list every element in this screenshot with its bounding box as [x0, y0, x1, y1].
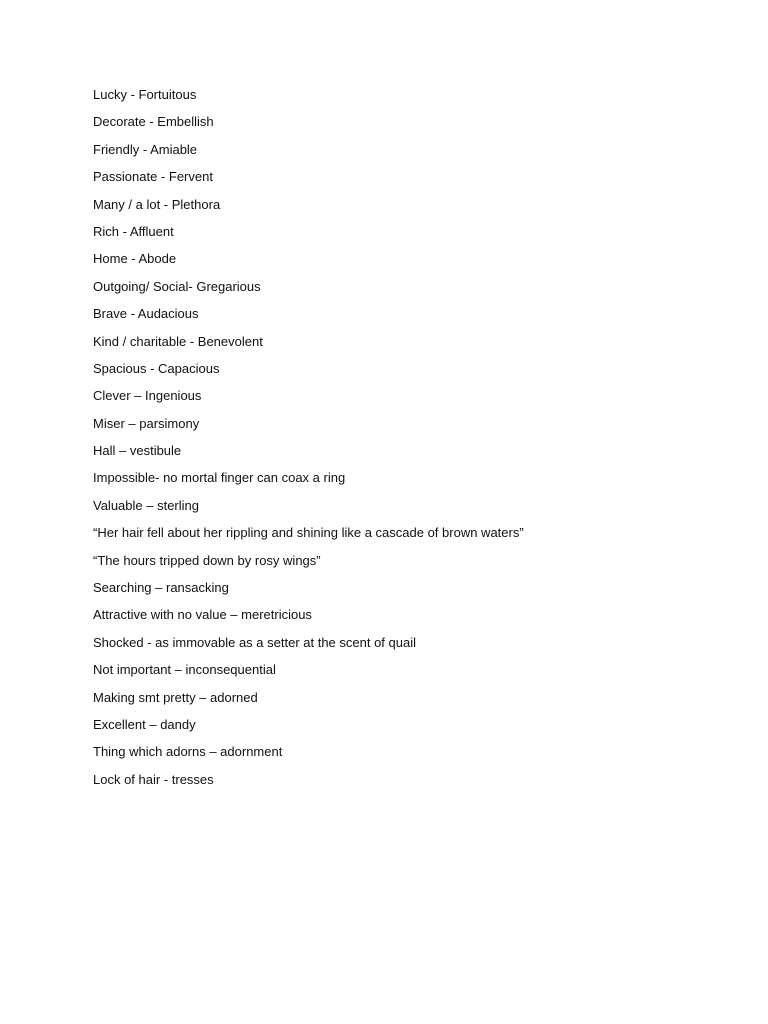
vocabulary-line: Shocked - as immovable as a setter at the scent of quail [93, 634, 417, 650]
vocabulary-line: Excellent – dandy [93, 716, 196, 732]
vocabulary-line: Outgoing/ Social- Gregarious [93, 278, 261, 294]
vocabulary-line: Making smt pretty – adorned [93, 689, 258, 705]
vocabulary-line: Lock of hair - tresses [93, 771, 214, 787]
vocabulary-list [93, 85, 713, 797]
vocabulary-line: Many / a lot - Plethora [93, 196, 221, 212]
vocabulary-line: Attractive with no value – meretricious [93, 607, 312, 623]
vocabulary-line: Brave - Audacious [93, 306, 199, 322]
vocabulary-line: Miser – parsimony [93, 415, 200, 431]
vocabulary-line: Friendly - Amiable [93, 141, 198, 157]
vocabulary-line: Clever – Ingenious [93, 388, 202, 404]
vocabulary-line: Thing which adorns – adornment [93, 744, 283, 760]
vocabulary-line: Hall – vestibule [93, 443, 182, 459]
vocabulary-line: Searching – ransacking [93, 580, 229, 596]
vocabulary-line: Impossible- no mortal finger can coax a ring [93, 470, 346, 486]
vocabulary-line: Spacious - Capacious [93, 360, 220, 376]
vocabulary-line: Not important – inconsequential [93, 662, 276, 678]
vocabulary-line: Decorate - Embellish [93, 114, 214, 130]
vocabulary-line: Home - Abode [93, 251, 177, 267]
quote-line: “The hours tripped down by rosy wings” [93, 552, 321, 568]
vocabulary-line: Kind / charitable - Benevolent [93, 333, 263, 349]
vocabulary-line: Valuable – sterling [93, 497, 199, 513]
vocabulary-line: Lucky - Fortuitous [93, 87, 197, 102]
vocabulary-line: Passionate - Fervent [93, 169, 213, 185]
vocabulary-line: Rich - Affluent [93, 223, 174, 239]
quote-line: “Her hair fell about her rippling and shining like a cascade of brown waters” [93, 525, 524, 541]
